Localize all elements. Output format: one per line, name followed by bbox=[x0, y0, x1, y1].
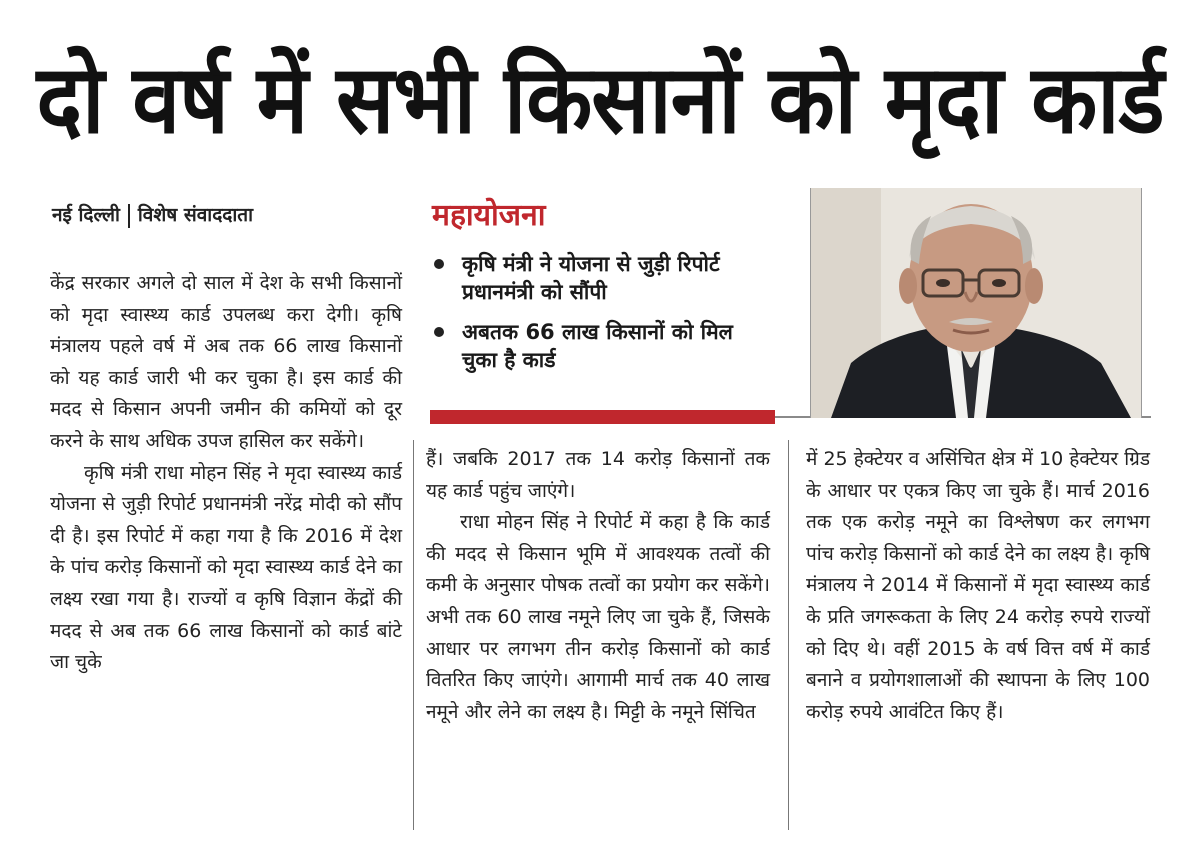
article-column-2 bbox=[426, 444, 770, 834]
paragraph: राधा मोहन सिंह ने रिपोर्ट में कहा है कि कार्ड की मदद से किसान भूमि में आवश्यक तत्वों की कमी के अनुसार पोषक तत्वों का प्रयोग कर सकेंगे। अभी तक 60 लाख नमूने लिए जा चुके हैं, जिसके आधार पर लगभग तीन करोड़ किसानों को कार्ड वितरित किए जाएंगे। आगामी मार्च तक 40 लाख नमूने और लेने का लक्ष्य है। मिट्टी के नमूने सिंचित bbox=[426, 511, 770, 723]
article-column-3 bbox=[806, 444, 1150, 834]
accent-bar bbox=[430, 410, 775, 424]
portrait-illustration bbox=[811, 188, 1141, 418]
column-divider bbox=[788, 440, 789, 830]
paragraph: केंद्र सरकार अगले दो साल में देश के सभी किसानों को मृदा स्वास्थ्य कार्ड उपलब्ध करा देगी। कृषि मंत्रालय पहले वर्ष में अब तक 66 लाख किसानों को यह कार्ड जारी भी कर चुका है। इस कार्ड की मदद से किसान अपनी जमीन की कमियों को दूर करने के साथ अधिक उपज हासिल कर सकेंगे। bbox=[50, 272, 402, 452]
highlight-item bbox=[432, 250, 772, 306]
highlight-text: अबतक 66 लाख किसानों को मिल चुका है कार्ड bbox=[462, 320, 733, 372]
byline-separator bbox=[128, 204, 130, 228]
paragraph: कृषि मंत्री राधा मोहन सिंह ने मृदा स्वास्थ्य कार्ड योजना से जुड़ी रिपोर्ट प्रधानमंत्री नरेंद्र मोदी को सौंप दी है। इस रिपोर्ट में कहा गया है कि 2016 में देश के पांच करोड़ किसानों को मृदा स्वास्थ्य कार्ड देने का लक्ष्य रखा गया है। राज्यों व कृषि विज्ञान केंद्रों की मदद से अब तक 66 लाख किसानों को कार्ड बांटे जा चुके bbox=[50, 461, 402, 674]
bullet-icon bbox=[434, 327, 444, 337]
highlight-item bbox=[432, 318, 772, 374]
highlights-list bbox=[432, 250, 772, 386]
article-column-1 bbox=[50, 268, 402, 828]
byline-reporter: विशेष संवाददाता bbox=[137, 204, 254, 226]
minister-photo bbox=[810, 188, 1142, 418]
paragraph: में 25 हेक्टेयर व असिंचित क्षेत्र में 10 हेक्टेयर ग्रिड के आधार पर एकत्र किए जा चुके हैं। मार्च 2016 तक एक करोड़ नमूने का विश्लेषण कर लगभग पांच करोड़ किसानों को कार्ड देने का लक्ष्य है। कृषि मंत्रालय ने 2014 में किसानों में मृदा स्वास्थ्य कार्ड के प्रति जगरूकता के लिए 24 करोड़ रुपये राज्यों को दिए थे। वहीं 2015 के वर्ष वित्त वर्ष में कार्ड बनाने व प्रयोगशालाओं की स्थापना के लिए 100 करोड़ रुपये आवंटित किए हैं। bbox=[806, 448, 1150, 723]
byline bbox=[52, 200, 253, 230]
kicker-label: महायोजना bbox=[432, 198, 546, 233]
highlight-text: कृषि मंत्री ने योजना से जुड़ी रिपोर्ट प्रधानमंत्री को सौंपी bbox=[462, 252, 720, 304]
headline: दो वर्ष में सभी किसानों को मृदा कार्ड bbox=[36, 45, 1164, 155]
byline-location: नई दिल्ली bbox=[52, 204, 120, 226]
column-divider bbox=[413, 440, 414, 830]
paragraph: हैं। जबकि 2017 तक 14 करोड़ किसानों तक यह कार्ड पहुंच जाएंगे। bbox=[426, 448, 770, 502]
bullet-icon bbox=[434, 259, 444, 269]
